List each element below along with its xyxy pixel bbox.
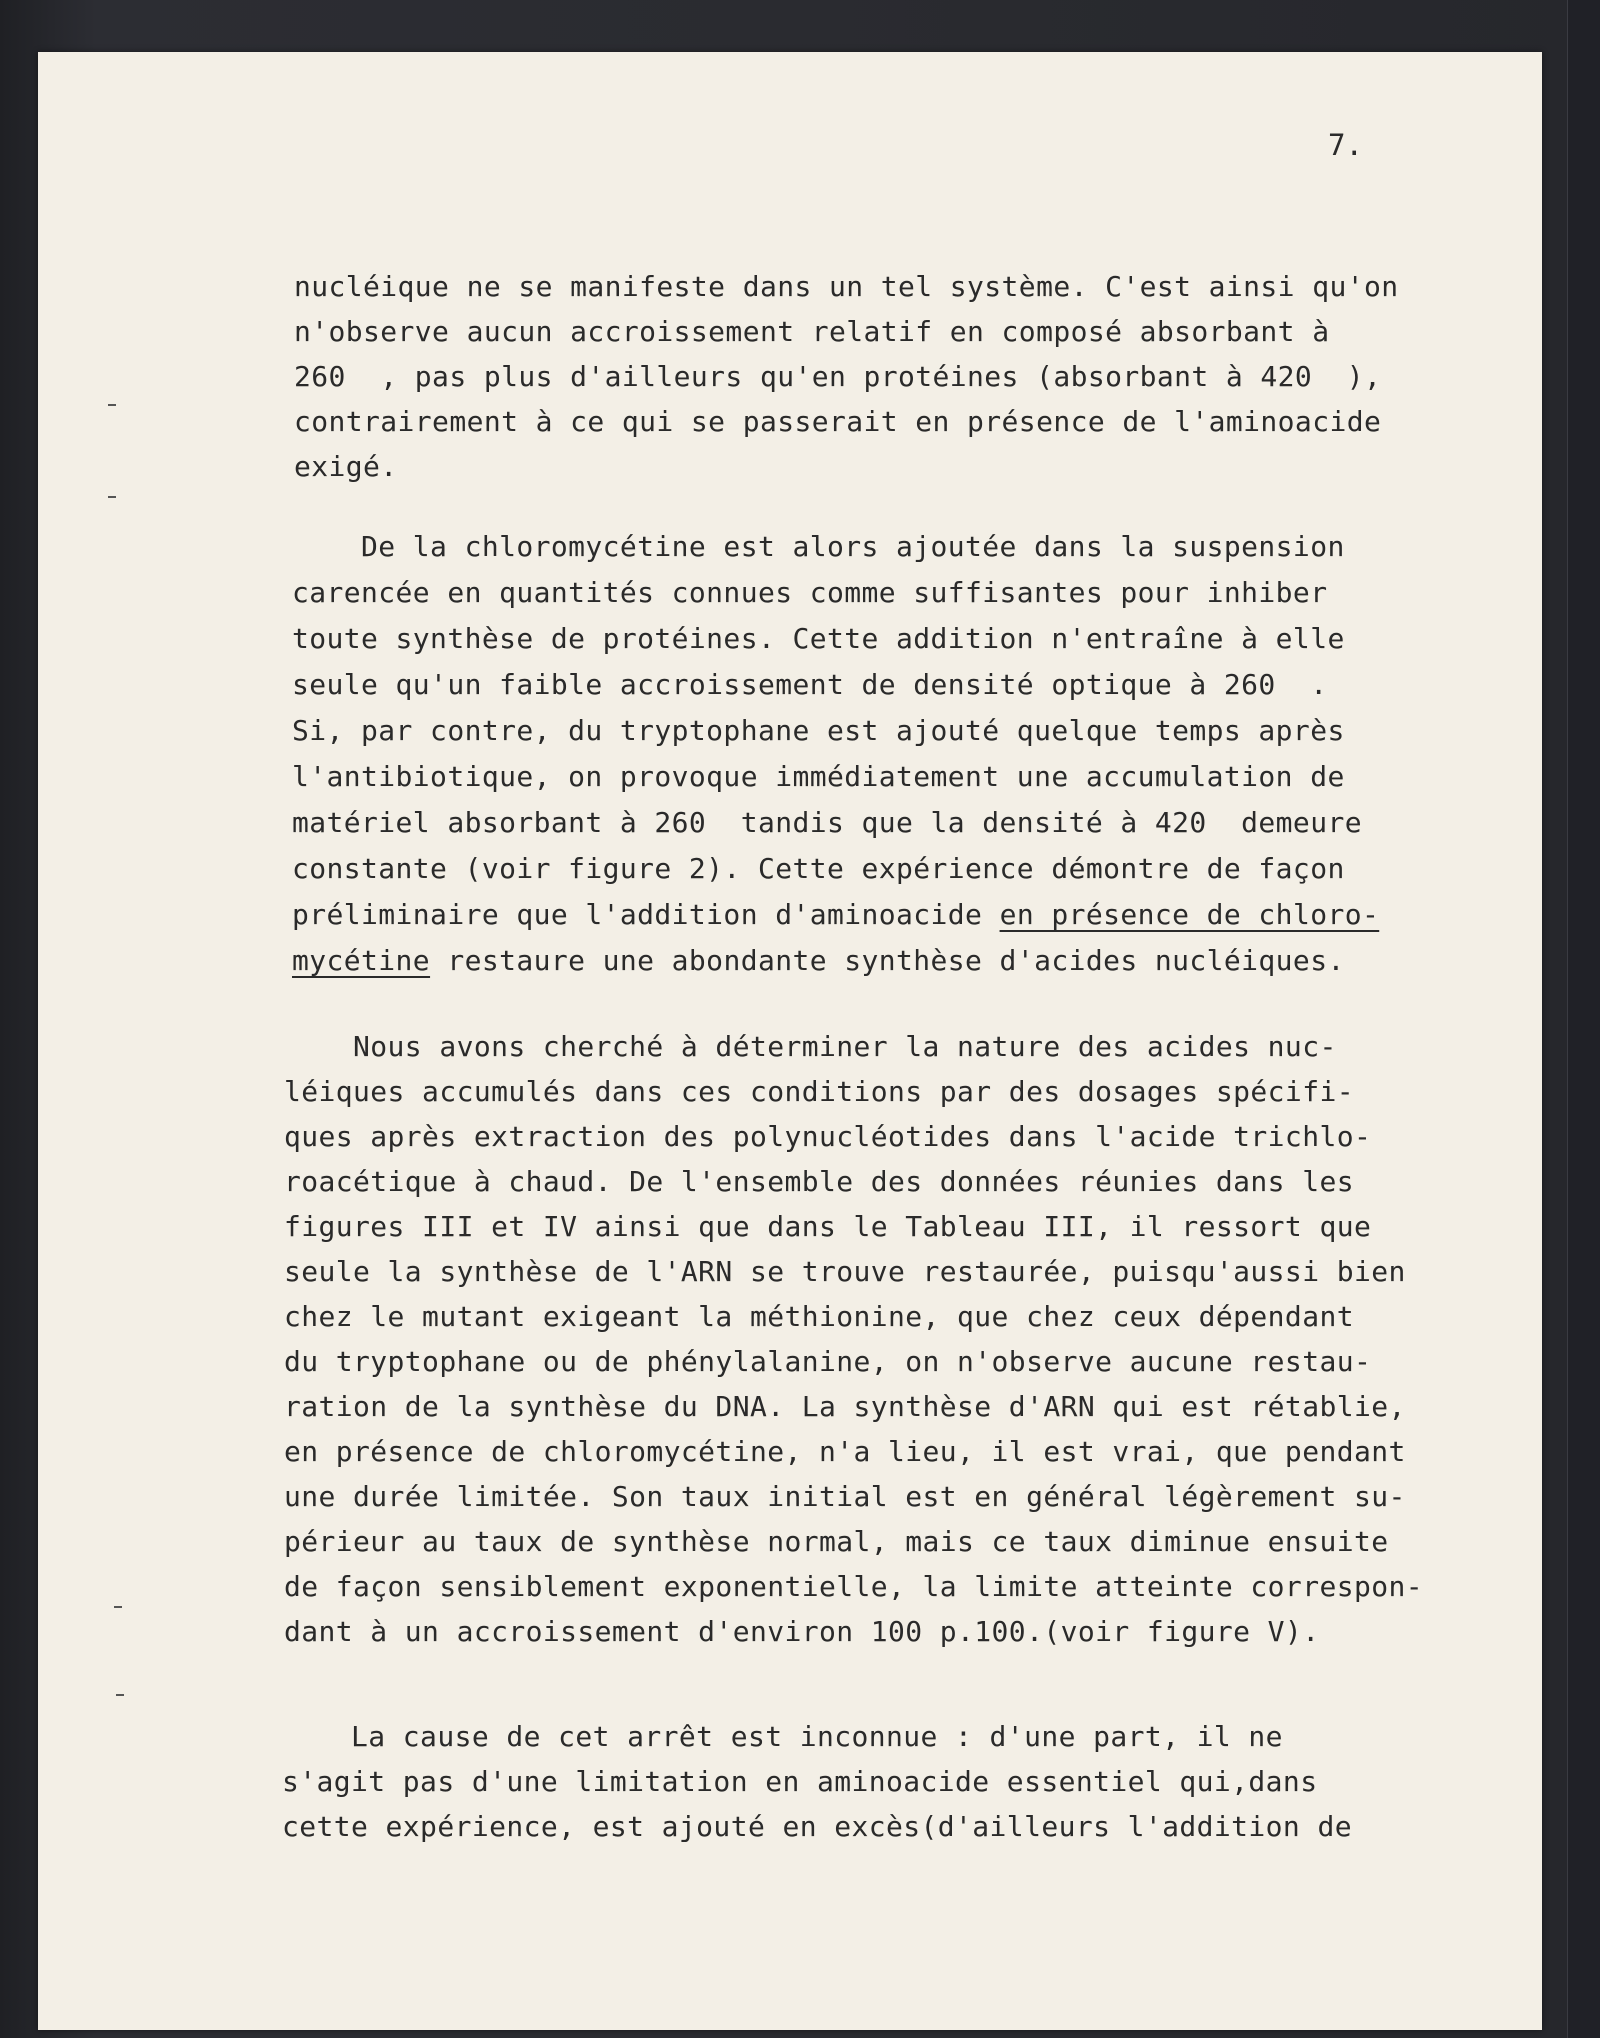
margin-speck <box>108 404 116 406</box>
text-segment: préliminaire que l'addition d'aminoacide <box>292 898 1000 931</box>
margin-speck <box>108 496 116 498</box>
text-line: figures III et IV ainsi que dans le Tableau III, il ressort que <box>284 1210 1372 1243</box>
text-line: constante (voir figure 2). Cette expérience démontre de façon <box>292 852 1345 885</box>
text-line: une durée limitée. Son taux initial est en général légèrement su- <box>284 1480 1406 1513</box>
text-line: en présence de chloromycétine, n'a lieu, il est vrai, que pendant <box>284 1435 1406 1468</box>
text-line: léiques accumulés dans ces conditions par des dosages spécifi- <box>284 1075 1354 1108</box>
text-line: l'antibiotique, on provoque immédiatement une accumulation de <box>292 760 1345 793</box>
text-line: roacétique à chaud. De l'ensemble des données réunies dans les <box>284 1165 1354 1198</box>
text-line <box>292 898 1379 931</box>
text-line: Nous avons cherché à déterminer la nature des acides nuc- <box>284 1030 1337 1063</box>
paragraph-1 <box>294 270 1514 490</box>
text-line: s'agit pas d'une limitation en aminoacide essentiel qui,dans <box>282 1765 1318 1798</box>
text-line: matériel absorbant à 260 tandis que la densité à 420 demeure <box>292 806 1362 839</box>
text-line: De la chloromycétine est alors ajoutée dans la suspension <box>292 530 1345 563</box>
paragraph-3 <box>284 1030 1514 1680</box>
paragraph-2 <box>292 530 1512 990</box>
text-line: nucléique ne se manifeste dans un tel système. C'est ainsi qu'on <box>294 270 1399 303</box>
text-line: seule qu'un faible accroissement de densité optique à 260 . <box>292 668 1328 701</box>
text-line: carencée en quantités connues comme suffisantes pour inhiber <box>292 576 1328 609</box>
text-line: cette expérience, est ajouté en excès(d'ailleurs l'addition de <box>282 1810 1352 1843</box>
underlined-phrase: en présence de chloro- <box>999 898 1380 931</box>
text-line: 260 , pas plus d'ailleurs qu'en protéines (absorbant à 420 ), <box>294 360 1382 393</box>
text-line: n'observe aucun accroissement relatif en composé absorbant à <box>294 315 1330 348</box>
underlined-phrase: mycétine <box>292 944 431 977</box>
text-segment: restaure une abondante synthèse d'acides nucléiques. <box>430 944 1345 977</box>
margin-speck <box>116 1694 124 1696</box>
margin-speck <box>114 1606 122 1608</box>
text-line: Si, par contre, du tryptophane est ajouté quelque temps après <box>292 714 1345 747</box>
text-line: du tryptophane ou de phénylalanine, on n'observe aucune restau- <box>284 1345 1372 1378</box>
text-line: contrairement à ce qui se passerait en présence de l'aminoacide <box>294 405 1382 438</box>
text-line: exigé. <box>294 450 398 483</box>
text-line: ques après extraction des polynucléotides dans l'acide trichlo- <box>284 1120 1372 1153</box>
text-line: de façon sensiblement exponentielle, la limite atteinte correspon- <box>284 1570 1423 1603</box>
text-line: ration de la synthèse du DNA. La synthèse d'ARN qui est rétablie, <box>284 1390 1406 1423</box>
page-number: 7. <box>1328 128 1363 162</box>
text-line: périeur au taux de synthèse normal, mais ce taux diminue ensuite <box>284 1525 1389 1558</box>
text-line: chez le mutant exigeant la méthionine, que chez ceux dépendant <box>284 1300 1354 1333</box>
text-line: La cause de cet arrêt est inconnue : d'une part, il ne <box>282 1720 1283 1753</box>
text-line: seule la synthèse de l'ARN se trouve restaurée, puisqu'aussi bien <box>284 1255 1406 1288</box>
text-line <box>292 944 1345 977</box>
binder-edge <box>1567 0 1600 2038</box>
text-line: toute synthèse de protéines. Cette addition n'entraîne à elle <box>292 622 1345 655</box>
text-line: dant à un accroissement d'environ 100 p.100.(voir figure V). <box>284 1615 1320 1648</box>
paragraph-4 <box>282 1720 1512 1870</box>
